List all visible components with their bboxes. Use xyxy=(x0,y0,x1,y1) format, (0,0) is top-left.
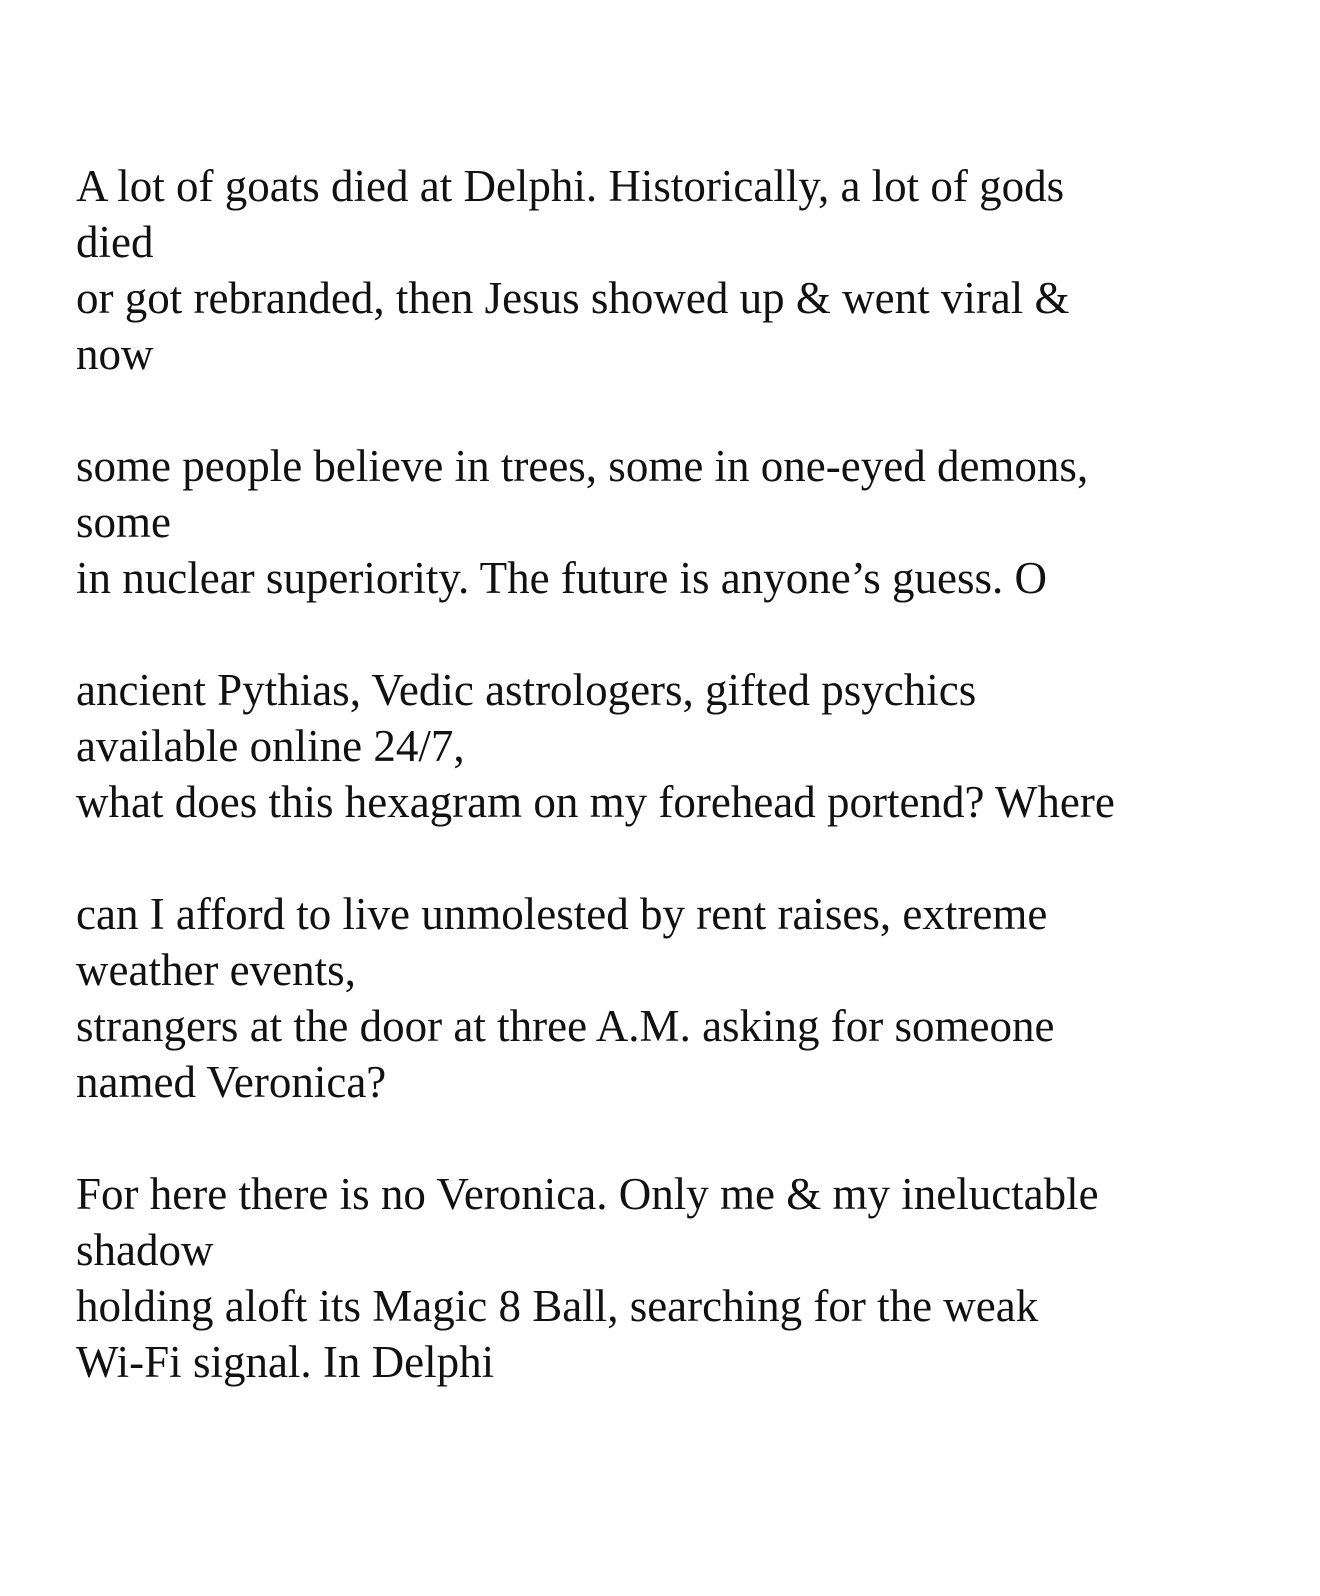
poem-line: available online 24/7, xyxy=(76,721,465,771)
poem-line: For here there is no Veronica. Only me & my ineluctable xyxy=(76,1169,1099,1219)
stanza-4 xyxy=(76,886,1276,1110)
poem-line: some xyxy=(76,497,171,547)
poem-line: strangers at the door at three A.M. asking for someone xyxy=(76,1001,1055,1051)
poem-line: holding aloft its Magic 8 Ball, searching for the weak xyxy=(76,1281,1039,1331)
poem-line: shadow xyxy=(76,1225,214,1275)
poem-line: died xyxy=(76,217,154,267)
stanza-3 xyxy=(76,662,1276,830)
poem-line: in nuclear superiority. The future is anyone’s guess. O xyxy=(76,553,1048,603)
poem-line: Wi-Fi signal. In Delphi xyxy=(76,1337,495,1387)
poem-line: named Veronica? xyxy=(76,1057,387,1107)
poem-line: now xyxy=(76,329,154,379)
poem-line: can I afford to live unmolested by rent raises, extreme xyxy=(76,889,1048,939)
poem-line: some people believe in trees, some in one-eyed demons, xyxy=(76,441,1089,491)
poem-line: weather events, xyxy=(76,945,356,995)
poem-line: what does this hexagram on my forehead portend? Where xyxy=(76,777,1115,827)
poem-line: A lot of goats died at Delphi. Historically, a lot of gods xyxy=(76,161,1065,211)
stanza-1 xyxy=(76,158,1276,382)
stanza-5 xyxy=(76,1166,1276,1390)
poem-line: or got rebranded, then Jesus showed up & went viral & xyxy=(76,273,1070,323)
poem-line: ancient Pythias, Vedic astrologers, gifted psychics xyxy=(76,665,977,715)
poem-body xyxy=(76,158,1276,1446)
stanza-2 xyxy=(76,438,1276,606)
